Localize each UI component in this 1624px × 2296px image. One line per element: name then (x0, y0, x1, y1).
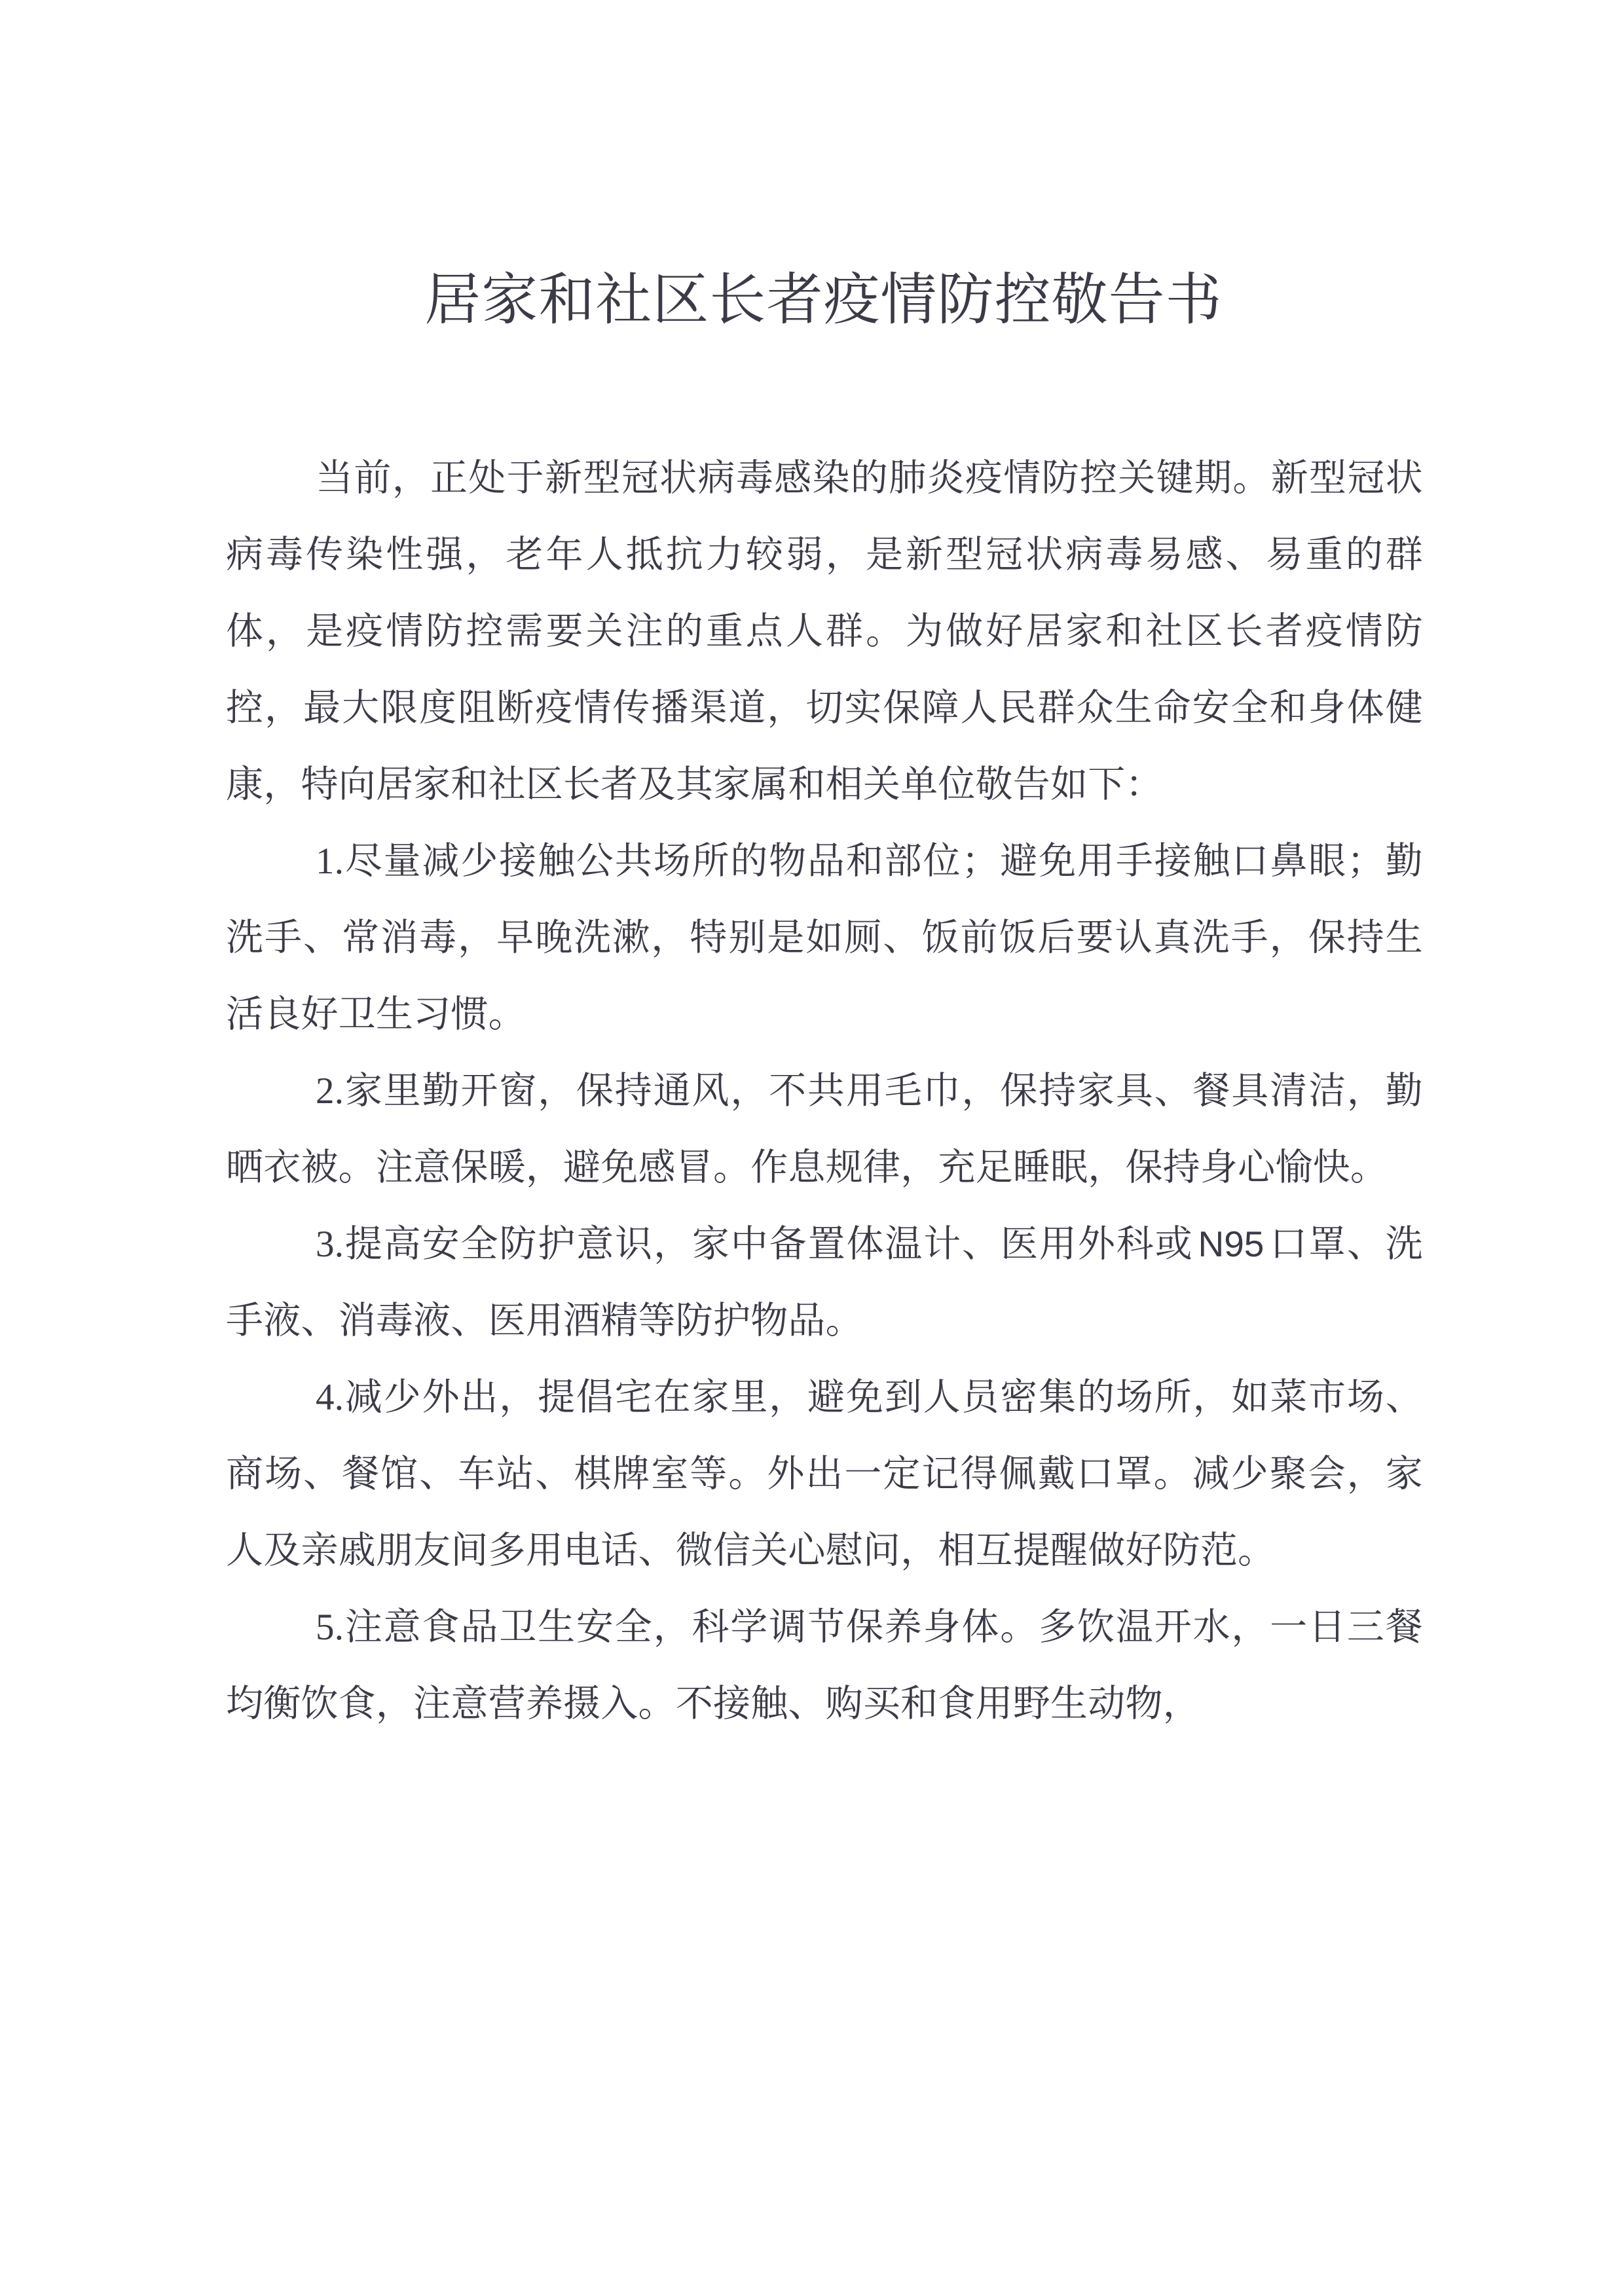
paragraph-intro: 当前，正处于新型冠状病毒感染的肺炎疫情防控关键期。新型冠状病毒传染性强，老年人抵抗力较弱，是新型冠状病毒易感、易重的群体，是疫情防控需要关注的重点人群。为做好居家和社区长者疫情防控，最大限度阻断疫情传播渠道，切实保障人民群众生命安全和身体健康，特向居家和社区长者及其家属和相关单位敬告如下： (226, 458, 1423, 805)
paragraph-item-4: 4.减少外出，提倡宅在家里，避免到人员密集的场所，如菜市场、商场、餐馆、车站、棋牌室等。外出一定记得佩戴口罩。减少聚会，家人及亲戚朋友间多用电话、微信关心慰问，相互提醒做好防范。 (226, 1377, 1423, 1571)
paragraph-item-1: 1.尽量减少接触公共场所的物品和部位；避免用手接触口鼻眼；勤洗手、常消毒，早晚洗漱，特别是如厕、饭前饭后要认真洗手，保持生活良好卫生习惯。 (226, 841, 1423, 1035)
mask-standard-n95-label: N95 (1198, 1224, 1264, 1264)
paragraph-item-2: 2.家里勤开窗，保持通风，不共用毛巾，保持家具、餐具清洁，勤晒衣被。注意保暖，避免感冒。作息规律，充足睡眠，保持身心愉快。 (226, 1070, 1423, 1188)
document-body (226, 440, 1423, 1742)
paragraph-item-5: 5.注意食品卫生安全，科学调节保养身体。多饮温开水，一日三餐均衡饮食，注意营养摄入。不接触、购买和食用野生动物， (226, 1607, 1423, 1724)
page-title: 居家和社区长者疫情防控敬告书 (424, 268, 1223, 331)
paragraph-item-3-text-after: 口罩、洗手液、消毒液、医用酒精等防护物品。 (226, 1224, 1423, 1341)
paragraph-item-3-text-before: 3.提高安全防护意识，家中备置体温计、医用外科或 (316, 1224, 1194, 1265)
paragraph-item-3 (226, 1206, 1423, 1359)
